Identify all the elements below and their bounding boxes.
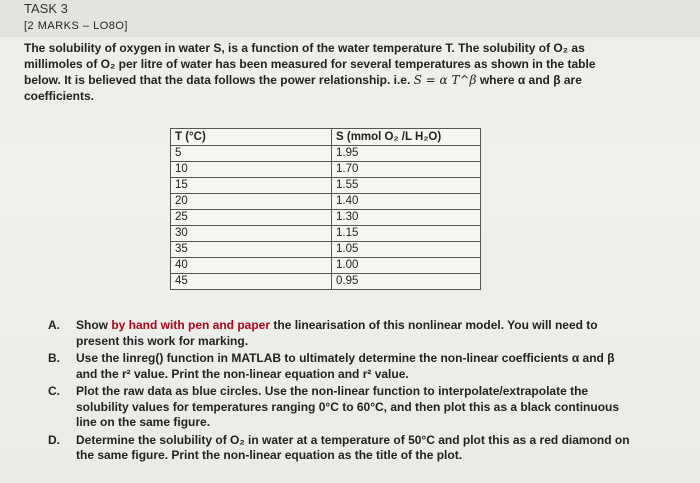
table-row [171, 194, 481, 210]
table-row [171, 242, 481, 258]
task-text: Show [76, 318, 112, 332]
task-text: Plot the raw data as blue circles. Use the non-linear function to interpolate/extrapolate the solubility values for temperatures ranging 0°C to 60°C, and then plot this as a black continuous line on the same figure. [76, 384, 620, 429]
intro-paragraph [24, 40, 634, 104]
cell-solubility: 1.05 [332, 242, 481, 258]
task-letter: D. [48, 432, 60, 447]
task-letter: B. [48, 351, 60, 365]
column-header-temperature: T (°C) [171, 129, 332, 146]
power-equation: S = α T^β [413, 73, 477, 87]
cell-temperature: 30 [171, 226, 332, 242]
cell-solubility: 1.15 [332, 226, 481, 242]
cell-temperature: 40 [171, 258, 332, 274]
cell-temperature: 10 [171, 162, 332, 178]
task-item-b [48, 351, 638, 382]
task-text: Determine the solubility of O₂ in water at a temperature of 50°C and plot this as a red diamond on the same figure. Print the non-linear equation as the title of the plot. [76, 432, 630, 462]
cell-solubility: 1.55 [332, 178, 481, 194]
cell-temperature: 15 [171, 178, 332, 194]
cell-solubility: 1.00 [332, 258, 481, 274]
task-text-end: the linearisation of this nonlinear model. You will need to present this work for marking. [76, 318, 598, 348]
task-highlight: by hand with pen and paper [111, 318, 271, 332]
solubility-table [170, 128, 481, 290]
table-row [171, 210, 481, 226]
table-header-row [171, 129, 481, 146]
intro-text: The solubility of oxygen in water S, is a function of the water temperature T. The solubility of O₂ as millimoles of O₂ per litre of water has been measured for several temperatures as shown in the table below. It is believed that the data follows the power relationship. i.e. [24, 41, 596, 87]
task-list [48, 318, 638, 466]
cell-solubility: 0.95 [332, 274, 481, 290]
cell-temperature: 5 [171, 146, 332, 162]
intro-text-end: where α and β are coefficients. [24, 73, 582, 103]
table-row [171, 258, 481, 274]
cell-solubility: 1.95 [332, 146, 481, 162]
task-letter: C. [48, 384, 60, 398]
task-item-c [48, 384, 638, 431]
task-text: Use the linreg() function in MATLAB to ultimately determine the non-linear coefficients α and β and the r² value. Print the non-linear equation and r² value. [76, 351, 615, 381]
cell-solubility: 1.70 [332, 162, 481, 178]
column-header-solubility: S (mmol O₂ /L H₂O) [332, 129, 481, 146]
table-row [171, 274, 481, 290]
table-row [171, 146, 481, 162]
task-item-a [48, 318, 638, 349]
cell-temperature: 45 [171, 274, 332, 290]
cell-temperature: 35 [171, 242, 332, 258]
cell-temperature: 25 [171, 210, 332, 226]
table-row [171, 226, 481, 242]
cell-solubility: 1.40 [332, 194, 481, 210]
task-marks: [2 MARKS – LO8O] [24, 20, 128, 32]
task-letter: A. [48, 318, 60, 332]
cell-temperature: 20 [171, 194, 332, 210]
task-title: TASK 3 [24, 1, 68, 16]
table-row [171, 162, 481, 178]
table-row [171, 178, 481, 194]
cell-solubility: 1.30 [332, 210, 481, 226]
task-item-d [48, 433, 638, 464]
